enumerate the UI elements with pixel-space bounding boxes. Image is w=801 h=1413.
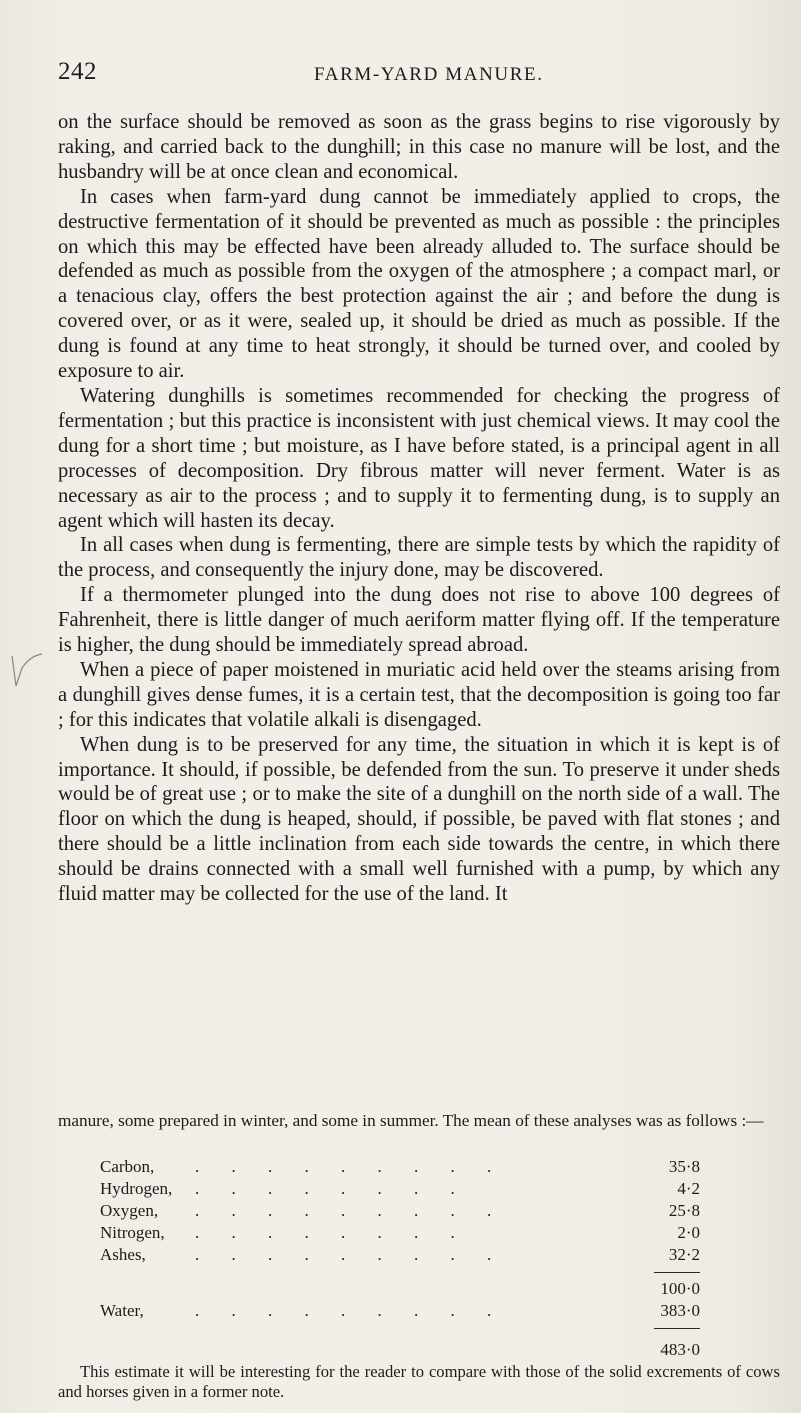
row-value: 35·8 xyxy=(668,1157,700,1176)
table-row xyxy=(100,1244,700,1266)
paragraph: When dung is to be preserved for any time, the situation in which it is kept is of importance. It should, if possible, be defended from the sun. To preserve it under sheds would be of great use ; or to make the site of a dunghill on the north side of a wall. The floor on which the dung is heaped, should, if possible, be paved with flat stones ; and there should be a little inclination from each side towards the centre, in which there should be drains connected with a small well furnished with a pump, by which any fluid matter may be collected for the use of the land. It xyxy=(58,733,780,906)
running-head: FARM-YARD MANURE. xyxy=(314,64,544,85)
row-label: Oxygen, xyxy=(100,1201,159,1220)
table-row xyxy=(100,1222,700,1244)
total-line xyxy=(100,1339,700,1359)
leader-dots: . . . . . . . . . xyxy=(195,1157,506,1176)
leader-dots: . . . . . . . . xyxy=(195,1223,469,1242)
page-header xyxy=(58,58,761,94)
margin-pencil-mark xyxy=(8,650,48,690)
paragraph: If a thermometer plunged into the dung does not rise to above 100 degrees of Fahrenheit, there is little danger of much aeriform matter flying off. If the temperature is higher, the dung should be immediately spread abroad. xyxy=(58,584,780,657)
row-label: Water, xyxy=(100,1301,144,1320)
total-value: 483·0 xyxy=(660,1340,700,1359)
paragraph: Watering dunghills is sometimes recommended for checking the progress of fermentation ; but this practice is inconsistent with just chemical views. It may cool the dung for a short time ; but moisture, as I have before stated, is a principal agent in all processes of decomposition. Dry fibrous matter will never ferment. Water is as necessary as air to the process ; and to supply it to fermenting dung, is to supply an agent which will hasten its decay. xyxy=(58,384,780,532)
main-text xyxy=(58,110,780,907)
sum-rule xyxy=(654,1272,700,1273)
subtotal-value: 100·0 xyxy=(660,1279,700,1298)
row-label: Ashes, xyxy=(100,1245,146,1264)
table-row xyxy=(100,1178,700,1200)
total-rule xyxy=(654,1328,700,1329)
row-value: 25·8 xyxy=(668,1201,700,1220)
row-value: 2·0 xyxy=(677,1223,700,1242)
row-value: 32·2 xyxy=(668,1245,700,1264)
paragraph: on the surface should be removed as soon as the grass begins to rise vigorously by raking, and carried back to the dunghill; in this case no manure will be lost, and the husbandry will be at once clean and economical. xyxy=(58,111,780,183)
water-row xyxy=(100,1300,700,1322)
row-value: 4·2 xyxy=(677,1179,700,1198)
table-row xyxy=(100,1156,700,1178)
leader-dots: . . . . . . . . xyxy=(195,1179,469,1198)
row-label: Carbon, xyxy=(100,1157,155,1176)
total-row xyxy=(100,1339,700,1361)
row-value: 383·0 xyxy=(660,1301,700,1320)
row-label: Hydrogen, xyxy=(100,1179,173,1198)
page-number: 242 xyxy=(58,58,97,85)
row-label: Nitrogen, xyxy=(100,1223,165,1242)
paragraph: When a piece of paper moistened in muriatic acid held over the steams arising from a dunghill gives dense fumes, it is a certain test, that the decomposition is going too far ; for this indicates that volatile alkali is disengaged. xyxy=(58,658,780,731)
footnote-intro: manure, some prepared in winter, and some in summer. The mean of these analyses was as follows :— xyxy=(58,1111,764,1130)
subtotal-row xyxy=(100,1278,700,1300)
leader-dots: . . . . . . . . . xyxy=(195,1245,506,1264)
leader-dots: . . . . . . . . . xyxy=(195,1301,506,1320)
footnote-closing-text: This estimate it will be interesting for the reader to compare with those of the solid excrements of cows and horses given in a former note. xyxy=(58,1362,780,1401)
leader-dots: . . . . . . . . . xyxy=(195,1201,506,1220)
footnote xyxy=(58,1110,780,1131)
paragraph: In cases when farm-yard dung cannot be immediately applied to crops, the destructive fermentation of it should be prevented as much as possible : the principles on which this may be effected have been already alluded to. The surface should be defended as much as possible from the oxygen of the atmosphere ; a compact marl, or a tenacious clay, offers the best protection against the air ; and before the dung is covered over, or as it were, sealed up, it should be dried as much as possible. If the dung is found at any time to heat strongly, it should be turned over, and cooled by exposure to air. xyxy=(58,185,780,383)
paragraph: In all cases when dung is fermenting, there are simple tests by which the rapidity of the process, and consequently the injury done, may be discovered. xyxy=(58,534,780,582)
table-row xyxy=(100,1200,700,1222)
